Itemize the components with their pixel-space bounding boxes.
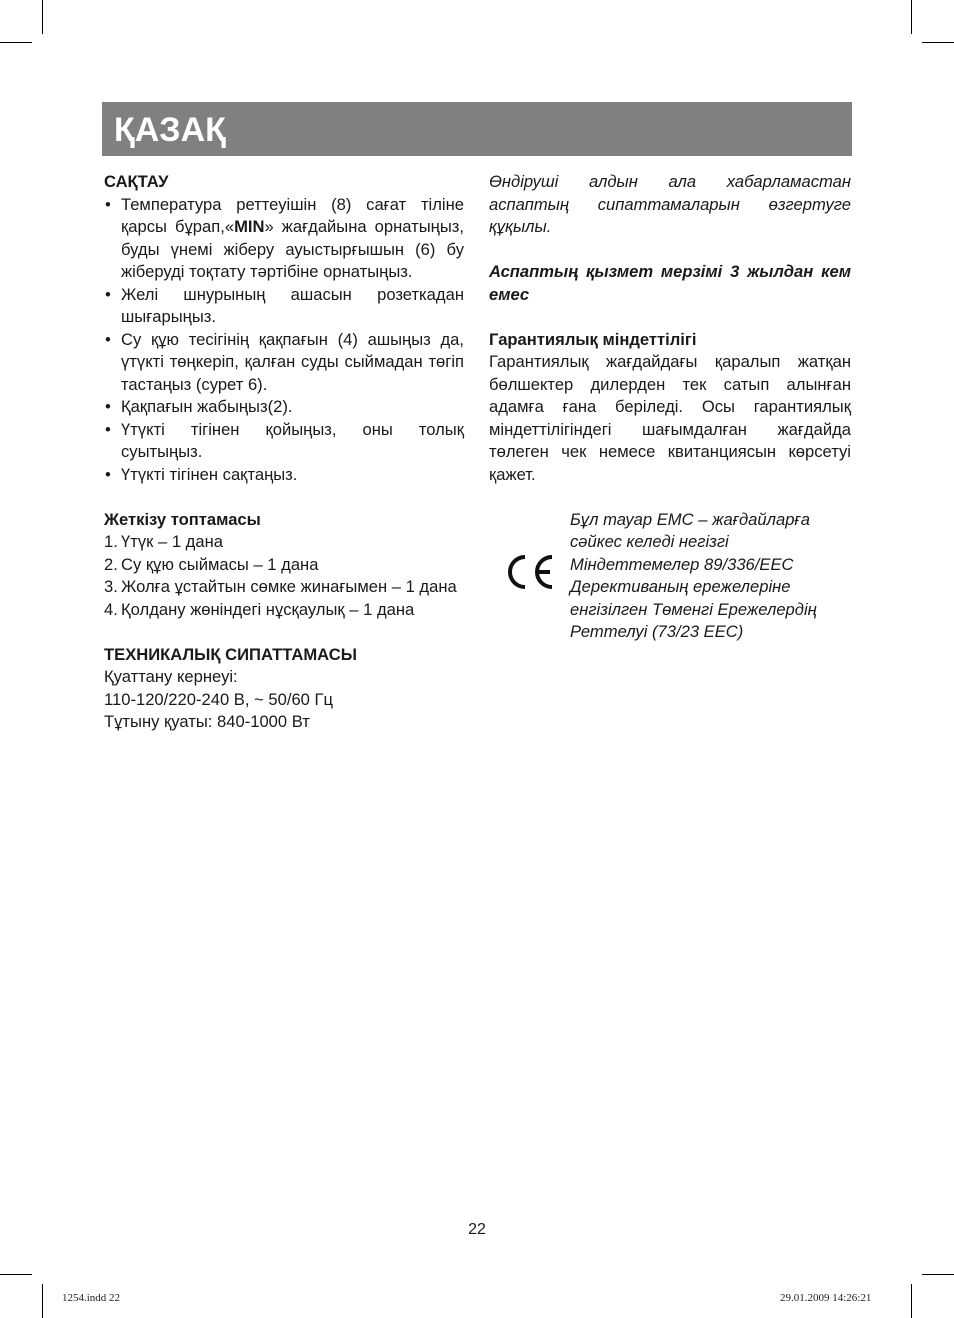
bullet-icon: • <box>105 329 111 349</box>
ce-compliance <box>489 509 851 649</box>
list-item <box>104 284 464 329</box>
warranty-text: Гарантиялық жағдайдағы қаралып жатқан бөлшектер дилерден тек сатып алынған адамға ғана беріледі. Осы гарантиялық міндеттілігіндегі шағымдалған жағдайда төлеген чек немесе квитанциясын көрсетуі қажет. <box>489 352 851 484</box>
list-item-text: Су құю тесігінің қақпағын (4) ашыңыз да, үтүкті төңкеріп, қалған суды сыймадан төгіп тастаңыз (сурет 6). <box>121 329 464 394</box>
list-number: 2. <box>104 554 118 574</box>
right-column <box>489 171 851 649</box>
list-item <box>104 531 464 554</box>
bullet-icon: • <box>105 419 111 439</box>
list-item <box>104 329 464 397</box>
list-item-text: Желі шнурының ашасын розеткадан шығарыңыз. <box>121 284 464 326</box>
language-banner <box>102 102 852 156</box>
crop-mark <box>0 42 32 43</box>
crop-mark <box>922 1274 954 1275</box>
bullet-icon: • <box>105 284 111 304</box>
ce-line: Міндеттемелер 89/336/EEC <box>570 554 794 574</box>
list-item-text: Үтүк – 1 дана <box>121 532 223 551</box>
min-setting-label: MIN <box>234 217 265 236</box>
list-item <box>104 576 464 599</box>
list-item-text: » жағдайына орнатыңыз, буды үнемі жіберу ауыстырғышын (6) бу жіберуді тоқтату тәртібіне орнатыңыз. <box>121 217 464 281</box>
list-item-text: Су құю сыймасы – 1 дана <box>121 554 319 574</box>
list-item-text: Қақпағын жабыңыз(2). <box>121 397 293 416</box>
list-number: 4. <box>104 599 118 619</box>
ce-mark-icon <box>505 553 557 591</box>
manufacturer-note: Өндіруші алдын ала хабарламастан аспаптың сипаттамаларын өзгертуге құқылы. <box>489 172 851 236</box>
footer-timestamp: 29.01.2009 14:26:21 <box>780 1292 872 1304</box>
ce-line: сәйкес келеді негізгі <box>570 532 729 551</box>
voltage-value: 110-120/220-240 В, ~ 50/60 Гц <box>104 689 333 709</box>
list-item-text: Қолдану жөніндегі нұсқаулық – 1 дана <box>121 599 415 619</box>
warranty-heading: Гарантиялық міндеттілігі <box>489 329 697 349</box>
bullet-icon: • <box>105 194 111 214</box>
list-item-text: Үтүкті тігінен қойыңыз, оны толық суытыңыз. <box>121 419 464 461</box>
list-item <box>104 419 464 464</box>
crop-mark <box>911 0 912 34</box>
crop-mark <box>922 42 954 43</box>
list-item <box>104 194 464 284</box>
list-item-text: Жолға ұстайтын сөмке жинағымен – 1 дана <box>121 577 457 596</box>
list-item <box>104 554 464 577</box>
crop-mark <box>42 1284 43 1318</box>
list-number: 3. <box>104 577 118 596</box>
service-life-note: Аспаптың қызмет мерзімі 3 жылдан кем емес <box>489 262 851 304</box>
list-item-text: Температура реттеуішін (8) сағат тіліне қарсы бұрап,« <box>121 194 464 236</box>
storage-heading: САҚТАУ <box>104 172 169 191</box>
package-list <box>104 531 464 621</box>
crop-mark <box>42 0 43 34</box>
crop-mark <box>911 1284 912 1318</box>
footer-file-info: 1254.indd 22 <box>62 1292 121 1304</box>
left-column <box>104 171 464 734</box>
ce-line: Реттелуі (73/23 ЕЕС) <box>570 622 744 641</box>
list-item <box>104 464 464 487</box>
list-number: 1. <box>104 532 118 551</box>
ce-line: Дерективаның ережелеріне <box>570 577 791 596</box>
language-title: ҚАЗАҚ <box>114 111 226 149</box>
voltage-label: Қуаттану кернеуі: <box>104 667 238 686</box>
package-heading: Жеткізу топтамасы <box>104 509 261 529</box>
list-item <box>104 396 464 419</box>
bullet-icon: • <box>105 397 111 416</box>
ce-line: Бұл тауар ЕМС – жағдайларға <box>570 509 810 529</box>
ce-statement <box>570 509 851 644</box>
bullet-icon: • <box>105 464 111 484</box>
power-consumption: Тұтыну қуаты: 840-1000 Вт <box>104 712 310 731</box>
ce-line: енгізілген Төменгі Ережелердің <box>570 599 817 619</box>
specs-heading: ТЕХНИКАЛЫҚ СИПАТТАМАСЫ <box>104 644 357 664</box>
crop-mark <box>0 1274 32 1275</box>
list-item-text: Үтүкті тігінен сақтаңыз. <box>121 464 298 484</box>
storage-list <box>104 194 464 487</box>
list-item <box>104 599 464 622</box>
page-number: 22 <box>468 1221 486 1238</box>
